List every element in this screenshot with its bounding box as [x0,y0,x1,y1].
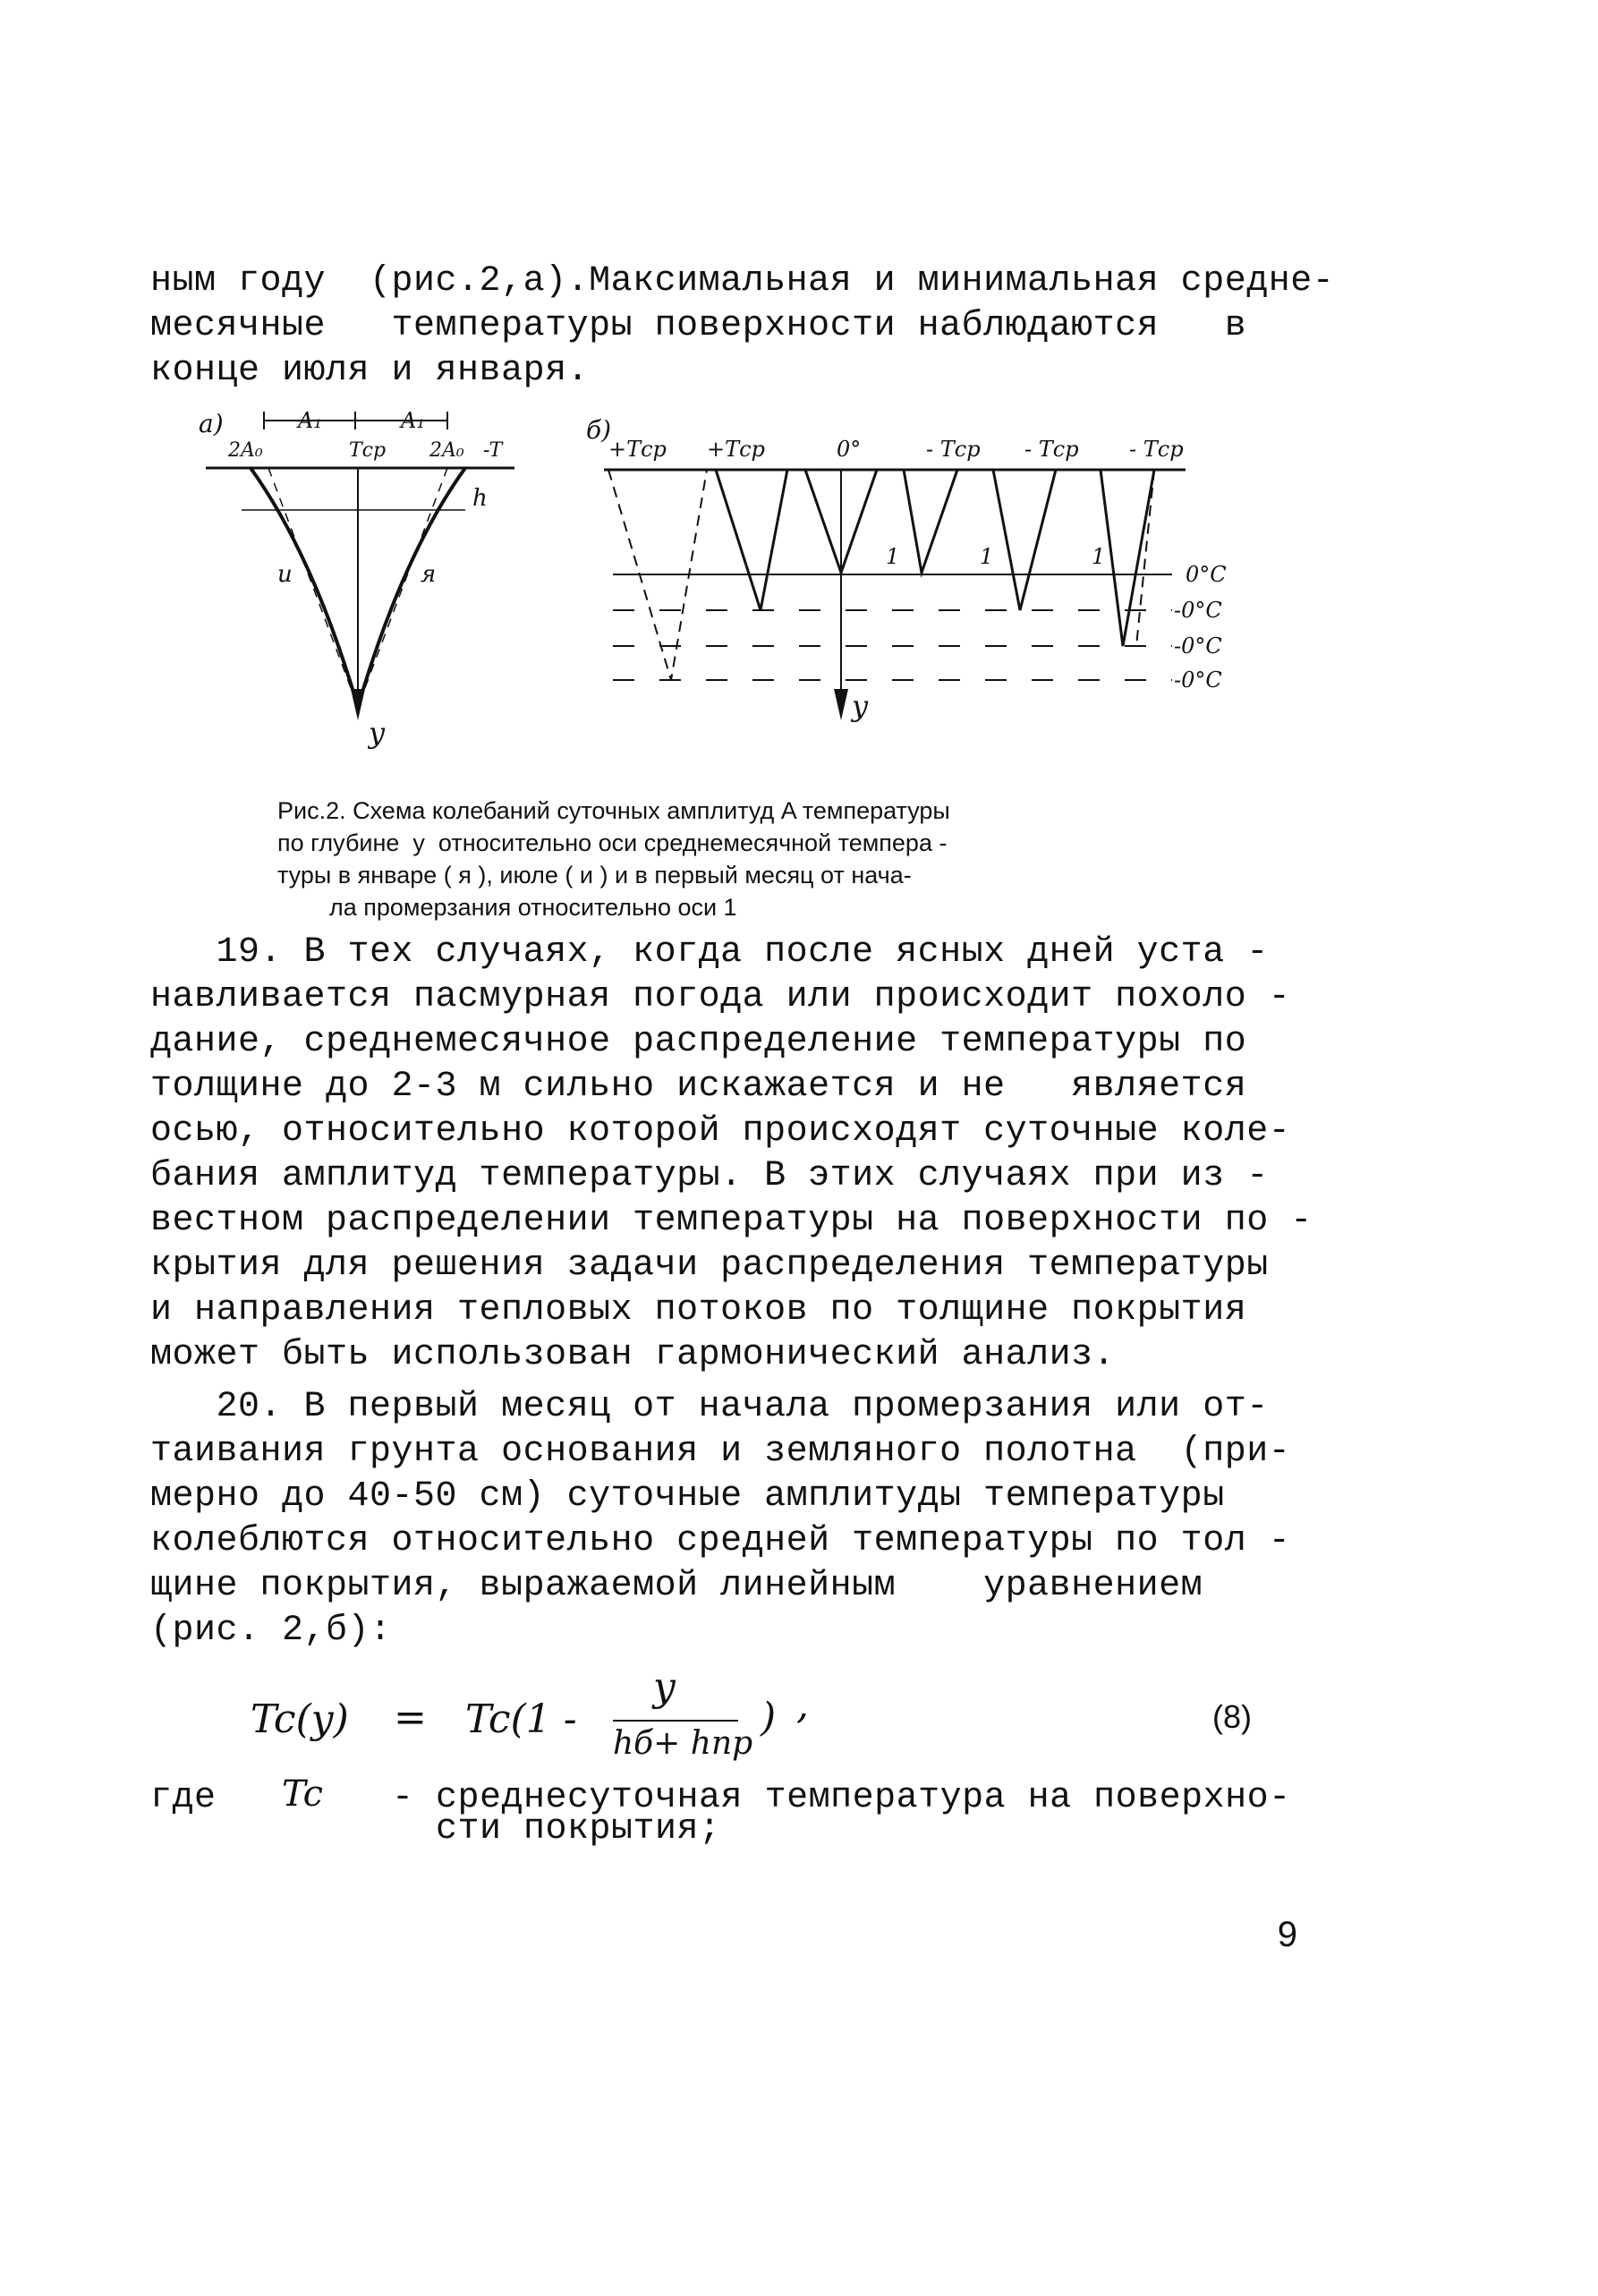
formula-equals: = [394,1695,427,1740]
formula-8 [251,1664,1324,1772]
panel-b-top-label: - Tср [1024,437,1079,462]
panel-b-one-label: 1 [980,544,994,569]
panel-b-top-label: +Tср [707,437,765,462]
paragraph-line: (рис. 2,б): [150,1611,392,1651]
paragraph-line: ным году (рис.2,а).Максимальная и минимальная средне- [150,261,1335,302]
paragraph-line: дание, среднемесячное распределение температуры по [150,1022,1247,1062]
paragraph-line: колеблются относительно средней температуры по тол - [150,1521,1291,1561]
paragraph-line: щине покрытия, выражаемой линейным уравнением [150,1566,1203,1606]
panel-a-top-label: A₁ [401,408,425,433]
panel-b-one-label: 1 [1092,544,1106,569]
panel-b-zero-label: -0°C [1174,634,1222,659]
paragraph-line: месячные температуры поверхности наблюдаются в [150,306,1247,346]
panel-a-label-tcp: Tср [349,439,387,462]
paragraph-line: может быть использован гармонический анализ. [150,1335,1116,1375]
formula-lhs: Tc(y) [251,1696,349,1742]
panel-a-ya-label: я [421,561,437,588]
panel-b-top-label: +Tср [608,437,667,462]
panel-b-top-label: - Tср [926,437,981,462]
panel-b-zero-label: -0°C [1174,668,1222,693]
figure-caption-line: ла промерзания относительно оси 1 [329,894,737,921]
panel-a-i-label: и [277,561,293,588]
page-number: 9 [1277,1915,1297,1954]
figure-caption-line: туры в январе ( я ), июле ( и ) и в первый месяц от нача- [277,862,912,889]
panel-b-label: б) [586,415,612,445]
where-definition-line: сти покрытия; [392,1809,721,1850]
formula-rhs-prefix: Tc(1 - [465,1696,577,1742]
where-definition-line: - среднесуточная температура на поверхно- [392,1778,1291,1818]
panel-a-label-2a0-left: 2A₀ [228,439,263,462]
figure-caption-line: Рис.2. Схема колебаний суточных амплитуд A температуры [277,797,950,824]
formula-fraction-bar [613,1720,738,1722]
paragraph-line: таивания грунта основания и земляного полотна (при- [150,1432,1291,1472]
formula-number: (8) [1212,1698,1252,1735]
paragraph-line: бания амплитуд температуры. В этих случаях при из - [150,1156,1269,1196]
paragraph-line: мерно до 40-50 см) суточные амплитуды температуры [150,1476,1225,1517]
panel-b-top-label: - Tср [1129,437,1184,462]
where-word: где [150,1778,217,1818]
formula-denominator: hб+ hпр [613,1725,753,1762]
paragraph-line: крытия для решения задачи распределения температуры [150,1246,1269,1286]
panel-a-y-label: y [369,716,386,750]
figure-panel-b [586,415,1227,723]
panel-b-zero-label: -0°C [1174,598,1222,623]
paragraph-line: навливается пасмурная погода или происходит похоло - [150,977,1291,1017]
paragraph-line: толщине до 2-3 м сильно искажается и не является [150,1067,1247,1107]
where-symbol: Tc [282,1773,323,1815]
formula-comma: , [796,1682,809,1728]
panel-a-top-label: A₁ [298,408,322,433]
figure-2 [0,0,1598,805]
paragraph-line: и направления тепловых потоков по толщине покрытия [150,1290,1247,1331]
panel-a-h-label: h [472,485,488,512]
panel-a-label: а) [199,409,224,438]
panel-b-one-label: 1 [886,544,900,569]
paragraph-line: 19. В тех случаях, когда после ясных дней уста - [150,932,1269,973]
panel-b-zero-label: 0°C [1186,562,1227,587]
panel-a-label-2a0-right: 2A₀ [429,439,464,462]
paragraph-line: вестном распределении температуры на поверхности по - [150,1201,1313,1241]
paragraph-line: конце июля и января. [150,351,590,391]
figure-panel-a [199,408,514,750]
paragraph-line: осью, относительно которой происходят суточные коле- [150,1111,1291,1152]
panel-b-top-label: 0° [837,437,862,462]
panel-a-label-minus-t: -T [483,439,503,462]
panel-b-y-label: y [852,689,869,723]
formula-numerator: y [653,1664,676,1710]
figure-caption-line: по глубине y относительно оси среднемесячной темпера - [277,829,948,856]
formula-rhs-suffix: ) [761,1695,777,1740]
paragraph-line: 20. В первый месяц от начала промерзания или от- [150,1387,1269,1427]
